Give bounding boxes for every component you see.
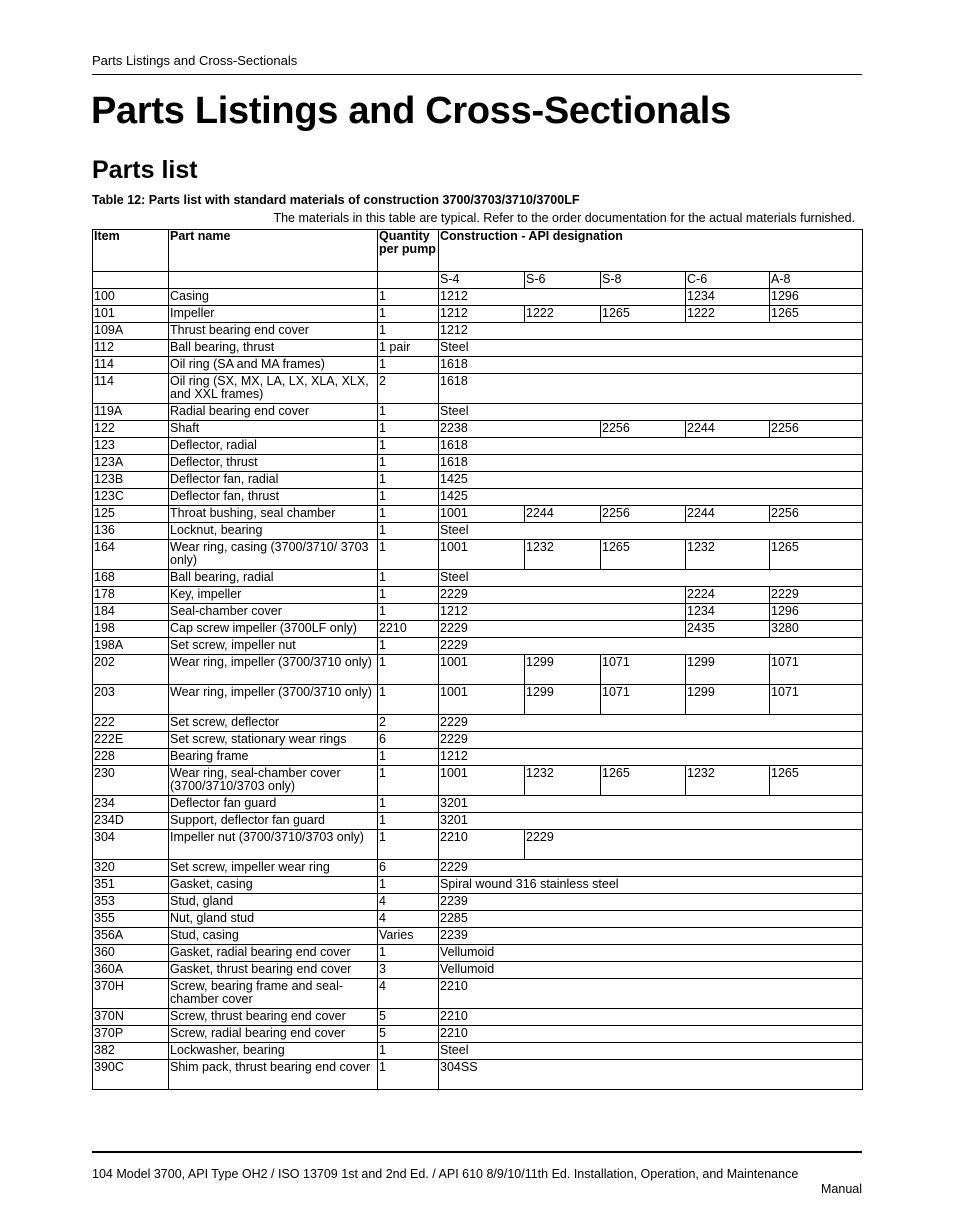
cell-material: 1212 <box>439 306 525 323</box>
footer-text-continued: Manual <box>821 1182 862 1196</box>
cell-part-name: Support, deflector fan guard <box>169 813 378 830</box>
cell-quantity: 1 <box>378 421 439 438</box>
table-row <box>93 1060 863 1090</box>
table-row <box>93 860 863 877</box>
cell-item: 353 <box>93 894 169 911</box>
cell-quantity: 5 <box>378 1009 439 1026</box>
cell-part-name: Wear ring, impeller (3700/3710 only) <box>169 655 378 685</box>
cell-material: 2210 <box>439 1009 863 1026</box>
cell-quantity: Varies <box>378 928 439 945</box>
cell-part-name: Ball bearing, radial <box>169 570 378 587</box>
table-row <box>93 489 863 506</box>
cell-material: 1222 <box>525 306 601 323</box>
cell-material: 1265 <box>770 306 863 323</box>
table-row <box>93 732 863 749</box>
subheader-s6: S-6 <box>525 272 601 289</box>
cell-material: Vellumoid <box>439 945 863 962</box>
subheader-blank <box>169 272 378 289</box>
cell-material: 1071 <box>770 685 863 715</box>
cell-part-name: Locknut, bearing <box>169 523 378 540</box>
cell-part-name: Deflector, radial <box>169 438 378 455</box>
cell-item: 234 <box>93 796 169 813</box>
cell-part-name: Key, impeller <box>169 587 378 604</box>
cell-material: 1296 <box>770 289 863 306</box>
cell-item: 355 <box>93 911 169 928</box>
table-row <box>93 830 863 860</box>
cell-part-name: Set screw, impeller nut <box>169 638 378 655</box>
cell-quantity: 1 <box>378 306 439 323</box>
table-row <box>93 928 863 945</box>
cell-item: 234D <box>93 813 169 830</box>
cell-quantity: 1 <box>378 289 439 306</box>
table-row <box>93 421 863 438</box>
cell-item: 202 <box>93 655 169 685</box>
header-construction: Construction - API designation <box>439 230 863 272</box>
subheader-s8: S-8 <box>601 272 686 289</box>
table-row <box>93 685 863 715</box>
table-row <box>93 570 863 587</box>
cell-material: 2229 <box>439 715 863 732</box>
cell-material: 2229 <box>439 587 686 604</box>
cell-item: 360 <box>93 945 169 962</box>
cell-material: 2229 <box>439 638 863 655</box>
cell-part-name: Gasket, radial bearing end cover <box>169 945 378 962</box>
cell-item: 198A <box>93 638 169 655</box>
cell-part-name: Seal-chamber cover <box>169 604 378 621</box>
cell-item: 164 <box>93 540 169 570</box>
cell-item: 222E <box>93 732 169 749</box>
cell-material: 2256 <box>601 506 686 523</box>
cell-material: 1212 <box>439 749 863 766</box>
cell-item: 125 <box>93 506 169 523</box>
cell-material: 1265 <box>770 540 863 570</box>
cell-part-name: Wear ring, seal-chamber cover (3700/3710/3703 only) <box>169 766 378 796</box>
cell-material: 2244 <box>525 506 601 523</box>
cell-item: 351 <box>93 877 169 894</box>
cell-material: 1071 <box>601 685 686 715</box>
cell-item: 320 <box>93 860 169 877</box>
cell-material: 2238 <box>439 421 601 438</box>
cell-material: 1222 <box>686 306 770 323</box>
cell-material: 1212 <box>439 289 686 306</box>
subheader-s4: S-4 <box>439 272 525 289</box>
cell-material: 2229 <box>439 860 863 877</box>
table-row <box>93 438 863 455</box>
cell-material: 1299 <box>686 655 770 685</box>
footer-text: 104 Model 3700, API Type OH2 / ISO 13709 1st and 2nd Ed. / API 610 8/9/10/11th Ed. Installation, Operation, and Maintenance <box>92 1167 799 1181</box>
footer <box>92 1167 862 1197</box>
cell-material: 1618 <box>439 357 863 374</box>
cell-part-name: Nut, gland stud <box>169 911 378 928</box>
table-body <box>93 230 863 1090</box>
table-row <box>93 472 863 489</box>
cell-part-name: Radial bearing end cover <box>169 404 378 421</box>
cell-item: 203 <box>93 685 169 715</box>
cell-material: 1299 <box>686 685 770 715</box>
cell-item: 123C <box>93 489 169 506</box>
cell-material: 1299 <box>525 655 601 685</box>
cell-material: 1265 <box>601 306 686 323</box>
cell-part-name: Oil ring (SX, MX, LA, LX, XLA, XLX, and XXL frames) <box>169 374 378 404</box>
cell-material: Steel <box>439 1043 863 1060</box>
cell-quantity: 1 <box>378 813 439 830</box>
cell-material: 2239 <box>439 928 863 945</box>
cell-material: 1618 <box>439 455 863 472</box>
table-row <box>93 894 863 911</box>
cell-item: 178 <box>93 587 169 604</box>
cell-material: 2210 <box>439 979 863 1009</box>
table-row <box>93 1026 863 1043</box>
table-row <box>93 1043 863 1060</box>
cell-quantity: 1 <box>378 438 439 455</box>
cell-quantity: 1 <box>378 523 439 540</box>
cell-quantity: 6 <box>378 732 439 749</box>
cell-item: 198 <box>93 621 169 638</box>
cell-material: 1618 <box>439 374 863 404</box>
cell-material: 1296 <box>770 604 863 621</box>
header-part-name: Part name <box>169 230 378 272</box>
table-header-row <box>93 230 863 272</box>
table-row <box>93 749 863 766</box>
table-row <box>93 374 863 404</box>
page-title: Parts Listings and Cross-Sectionals <box>91 90 731 132</box>
table-row <box>93 523 863 540</box>
cell-quantity: 1 <box>378 489 439 506</box>
cell-material: 2256 <box>601 421 686 438</box>
cell-item: 360A <box>93 962 169 979</box>
table-row <box>93 877 863 894</box>
cell-material: 2229 <box>770 587 863 604</box>
cell-quantity: 1 <box>378 796 439 813</box>
cell-material: 2435 <box>686 621 770 638</box>
table-row <box>93 289 863 306</box>
table-caption: Table 12: Parts list with standard materials of construction 3700/3703/3710/3700LF <box>92 193 580 207</box>
cell-part-name: Shim pack, thrust bearing end cover <box>169 1060 378 1090</box>
table-row <box>93 540 863 570</box>
cell-material: 1232 <box>525 540 601 570</box>
subheader-blank <box>378 272 439 289</box>
table-row <box>93 813 863 830</box>
cell-material: 3201 <box>439 813 863 830</box>
cell-part-name: Ball bearing, thrust <box>169 340 378 357</box>
cell-part-name: Set screw, deflector <box>169 715 378 732</box>
cell-quantity: 1 <box>378 877 439 894</box>
table-row <box>93 455 863 472</box>
table-row <box>93 357 863 374</box>
cell-quantity: 1 <box>378 655 439 685</box>
cell-material: Steel <box>439 570 863 587</box>
cell-material: 1265 <box>601 766 686 796</box>
table-row <box>93 323 863 340</box>
cell-material: 1425 <box>439 489 863 506</box>
cell-part-name: Bearing frame <box>169 749 378 766</box>
cell-item: 228 <box>93 749 169 766</box>
cell-part-name: Thrust bearing end cover <box>169 323 378 340</box>
cell-quantity: 1 <box>378 1060 439 1090</box>
cell-material: 2229 <box>525 830 863 860</box>
cell-quantity: 2 <box>378 374 439 404</box>
table-row <box>93 766 863 796</box>
header-item: Item <box>93 230 169 272</box>
table-row <box>93 638 863 655</box>
cell-quantity: 1 <box>378 404 439 421</box>
cell-part-name: Screw, thrust bearing end cover <box>169 1009 378 1026</box>
cell-part-name: Shaft <box>169 421 378 438</box>
cell-item: 356A <box>93 928 169 945</box>
table-row <box>93 306 863 323</box>
cell-material: 2229 <box>439 732 863 749</box>
table-row <box>93 715 863 732</box>
cell-quantity: 4 <box>378 911 439 928</box>
table-row <box>93 404 863 421</box>
parts-table <box>92 229 863 1090</box>
cell-item: 370P <box>93 1026 169 1043</box>
cell-quantity: 1 <box>378 749 439 766</box>
cell-item: 123 <box>93 438 169 455</box>
cell-material: 1234 <box>686 604 770 621</box>
cell-item: 114 <box>93 374 169 404</box>
cell-quantity: 1 <box>378 1043 439 1060</box>
cell-material: 2285 <box>439 911 863 928</box>
subheader-blank <box>93 272 169 289</box>
cell-quantity: 1 <box>378 830 439 860</box>
table-row <box>93 945 863 962</box>
table-row <box>93 962 863 979</box>
header-rule <box>92 74 862 75</box>
cell-material: Spiral wound 316 stainless steel <box>439 877 863 894</box>
cell-quantity: 1 <box>378 455 439 472</box>
cell-part-name: Lockwasher, bearing <box>169 1043 378 1060</box>
cell-material: 2256 <box>770 421 863 438</box>
cell-item: 304 <box>93 830 169 860</box>
cell-part-name: Stud, gland <box>169 894 378 911</box>
cell-material: 1212 <box>439 604 686 621</box>
cell-quantity: 1 <box>378 472 439 489</box>
cell-material: 1232 <box>686 540 770 570</box>
cell-item: 114 <box>93 357 169 374</box>
cell-material: 2229 <box>439 621 686 638</box>
cell-material: 1299 <box>525 685 601 715</box>
table-subheader-row <box>93 272 863 289</box>
cell-quantity: 1 <box>378 357 439 374</box>
running-header: Parts Listings and Cross-Sectionals <box>92 53 298 68</box>
cell-material: 1001 <box>439 685 525 715</box>
cell-part-name: Gasket, casing <box>169 877 378 894</box>
cell-quantity: 6 <box>378 860 439 877</box>
cell-item: 109A <box>93 323 169 340</box>
cell-quantity: 4 <box>378 979 439 1009</box>
cell-material: 1232 <box>686 766 770 796</box>
cell-quantity: 1 <box>378 604 439 621</box>
cell-material: 1001 <box>439 506 525 523</box>
cell-material: 1425 <box>439 472 863 489</box>
cell-part-name: Wear ring, casing (3700/3710/ 3703 only) <box>169 540 378 570</box>
cell-quantity: 1 <box>378 587 439 604</box>
subheader-c6: C-6 <box>686 272 770 289</box>
cell-material: 1265 <box>770 766 863 796</box>
header-quantity: Quantity per pump <box>378 230 439 272</box>
cell-quantity: 1 <box>378 685 439 715</box>
cell-item: 168 <box>93 570 169 587</box>
cell-part-name: Throat bushing, seal chamber <box>169 506 378 523</box>
cell-quantity: 1 <box>378 638 439 655</box>
cell-part-name: Deflector, thrust <box>169 455 378 472</box>
cell-quantity: 4 <box>378 894 439 911</box>
cell-part-name: Deflector fan, thrust <box>169 489 378 506</box>
cell-part-name: Deflector fan guard <box>169 796 378 813</box>
cell-material: Steel <box>439 523 863 540</box>
cell-material: 1212 <box>439 323 863 340</box>
cell-material: 1232 <box>525 766 601 796</box>
cell-material: 3280 <box>770 621 863 638</box>
table-row <box>93 340 863 357</box>
cell-material: 1234 <box>686 289 770 306</box>
table-note: The materials in this table are typical. Refer to the order documentation for the actual materials furnished. <box>273 211 855 225</box>
cell-part-name: Stud, casing <box>169 928 378 945</box>
cell-quantity: 1 <box>378 323 439 340</box>
cell-quantity: 2 <box>378 715 439 732</box>
subheader-a8: A-8 <box>770 272 863 289</box>
table-row <box>93 911 863 928</box>
table-row <box>93 587 863 604</box>
cell-part-name: Impeller nut (3700/3710/3703 only) <box>169 830 378 860</box>
section-title: Parts list <box>92 156 198 184</box>
cell-material: 3201 <box>439 796 863 813</box>
footer-rule <box>92 1151 862 1153</box>
cell-item: 100 <box>93 289 169 306</box>
cell-material: 2244 <box>686 506 770 523</box>
cell-part-name: Casing <box>169 289 378 306</box>
table-row <box>93 604 863 621</box>
cell-material: 1265 <box>601 540 686 570</box>
cell-material: 1001 <box>439 655 525 685</box>
cell-part-name: Impeller <box>169 306 378 323</box>
cell-item: 123B <box>93 472 169 489</box>
cell-material: Steel <box>439 404 863 421</box>
cell-material: 2210 <box>439 830 525 860</box>
cell-item: 184 <box>93 604 169 621</box>
cell-part-name: Screw, bearing frame and seal-chamber cover <box>169 979 378 1009</box>
table-row <box>93 1009 863 1026</box>
table-row <box>93 506 863 523</box>
cell-item: 222 <box>93 715 169 732</box>
cell-part-name: Oil ring (SA and MA frames) <box>169 357 378 374</box>
cell-part-name: Deflector fan, radial <box>169 472 378 489</box>
cell-quantity: 3 <box>378 962 439 979</box>
cell-item: 370H <box>93 979 169 1009</box>
cell-material: 2224 <box>686 587 770 604</box>
cell-quantity: 1 <box>378 540 439 570</box>
cell-part-name: Wear ring, impeller (3700/3710 only) <box>169 685 378 715</box>
cell-item: 230 <box>93 766 169 796</box>
cell-part-name: Gasket, thrust bearing end cover <box>169 962 378 979</box>
cell-material: 1071 <box>601 655 686 685</box>
cell-quantity: 1 <box>378 570 439 587</box>
cell-item: 382 <box>93 1043 169 1060</box>
cell-material: Steel <box>439 340 863 357</box>
cell-material: 2210 <box>439 1026 863 1043</box>
cell-item: 112 <box>93 340 169 357</box>
cell-part-name: Cap screw impeller (3700LF only) <box>169 621 378 638</box>
cell-quantity: 5 <box>378 1026 439 1043</box>
table-row <box>93 796 863 813</box>
cell-material: Vellumoid <box>439 962 863 979</box>
cell-material: 1071 <box>770 655 863 685</box>
cell-part-name: Set screw, stationary wear rings <box>169 732 378 749</box>
cell-item: 101 <box>93 306 169 323</box>
cell-item: 123A <box>93 455 169 472</box>
cell-material: 1001 <box>439 540 525 570</box>
cell-material: 2256 <box>770 506 863 523</box>
cell-item: 390C <box>93 1060 169 1090</box>
cell-material: 1618 <box>439 438 863 455</box>
cell-material: 2244 <box>686 421 770 438</box>
cell-quantity: 2210 <box>378 621 439 638</box>
cell-item: 122 <box>93 421 169 438</box>
cell-item: 370N <box>93 1009 169 1026</box>
cell-quantity: 1 <box>378 506 439 523</box>
cell-quantity: 1 pair <box>378 340 439 357</box>
cell-material: 1001 <box>439 766 525 796</box>
cell-item: 119A <box>93 404 169 421</box>
table-row <box>93 621 863 638</box>
cell-quantity: 1 <box>378 766 439 796</box>
cell-material: 2239 <box>439 894 863 911</box>
cell-quantity: 1 <box>378 945 439 962</box>
cell-part-name: Set screw, impeller wear ring <box>169 860 378 877</box>
cell-part-name: Screw, radial bearing end cover <box>169 1026 378 1043</box>
cell-item: 136 <box>93 523 169 540</box>
table-row <box>93 979 863 1009</box>
table-row <box>93 655 863 685</box>
cell-material: 304SS <box>439 1060 863 1090</box>
